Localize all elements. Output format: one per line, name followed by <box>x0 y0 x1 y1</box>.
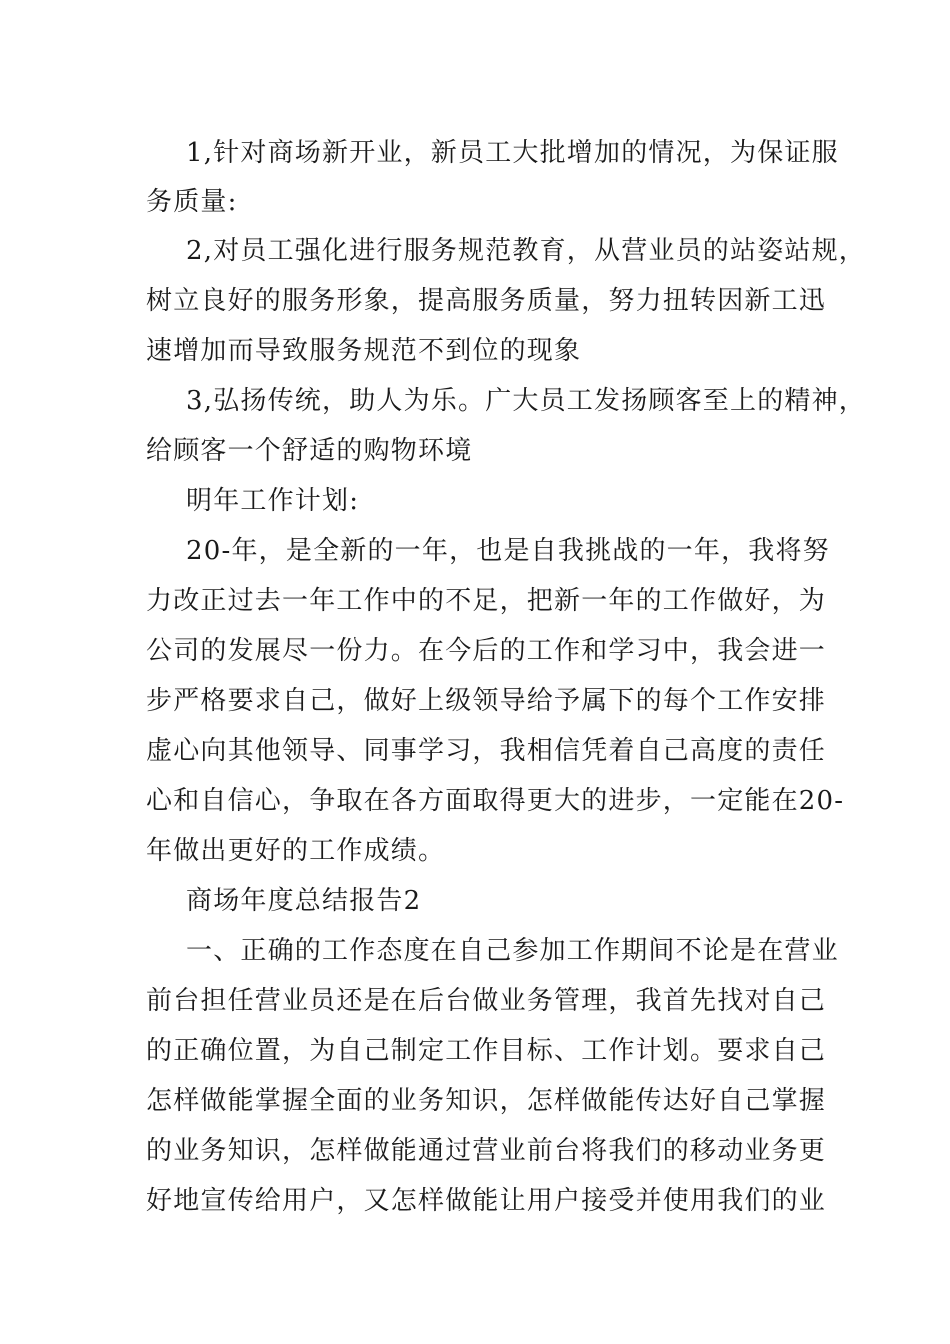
text-line: 树立良好的服务形象，提高服务质量，努力扭转因新工迅 <box>146 286 827 316</box>
text-line: 好地宣传给用户，又怎样做能让用户接受并使用我们的业 <box>146 1186 827 1216</box>
text-line: 虚心向其他领导、同事学习，我相信凭着自己高度的责任 <box>146 736 827 766</box>
text-line: 力改正过去一年工作中的不足，把新一年的工作做好，为 <box>146 586 827 616</box>
text-line: 前台担任营业员还是在后台做业务管理，我首先找对自己 <box>146 986 827 1016</box>
text-line: 20-年，是全新的一年，也是自我挑战的一年，我将努 <box>186 536 830 566</box>
text-line: 的业务知识，怎样做能通过营业前台将我们的移动业务更 <box>146 1136 827 1166</box>
section-heading: 商场年度总结报告2 <box>186 886 422 916</box>
text-line: 的正确位置，为自己制定工作目标、工作计划。要求自己 <box>146 1036 827 1066</box>
section-heading: 明年工作计划: <box>186 486 360 516</box>
text-line: 心和自信心，争取在各方面取得更大的进步，一定能在20- <box>146 786 845 816</box>
text-line: 1,针对商场新开业，新员工大批增加的情况，为保证服 <box>186 138 839 168</box>
text-line: 一、正确的工作态度在自己参加工作期间不论是在营业 <box>186 936 839 966</box>
text-line: 3,弘扬传统，助人为乐。广大员工发扬顾客至上的精神， <box>186 386 867 416</box>
text-line: 步严格要求自己，做好上级领导给予属下的每个工作安排 <box>146 686 827 716</box>
text-line: 怎样做能掌握全面的业务知识，怎样做能传达好自己掌握 <box>146 1086 827 1116</box>
text-line: 公司的发展尽一份力。在今后的工作和学习中，我会进一 <box>146 636 827 666</box>
text-line: 速增加而导致服务规范不到位的现象 <box>146 336 582 366</box>
text-line: 给顾客一个舒适的购物环境 <box>146 436 473 466</box>
text-line: 2,对员工强化进行服务规范教育，从营业员的站姿站规， <box>186 236 867 266</box>
text-line: 务质量: <box>146 187 238 217</box>
text-line: 年做出更好的工作成绩。 <box>146 836 446 866</box>
